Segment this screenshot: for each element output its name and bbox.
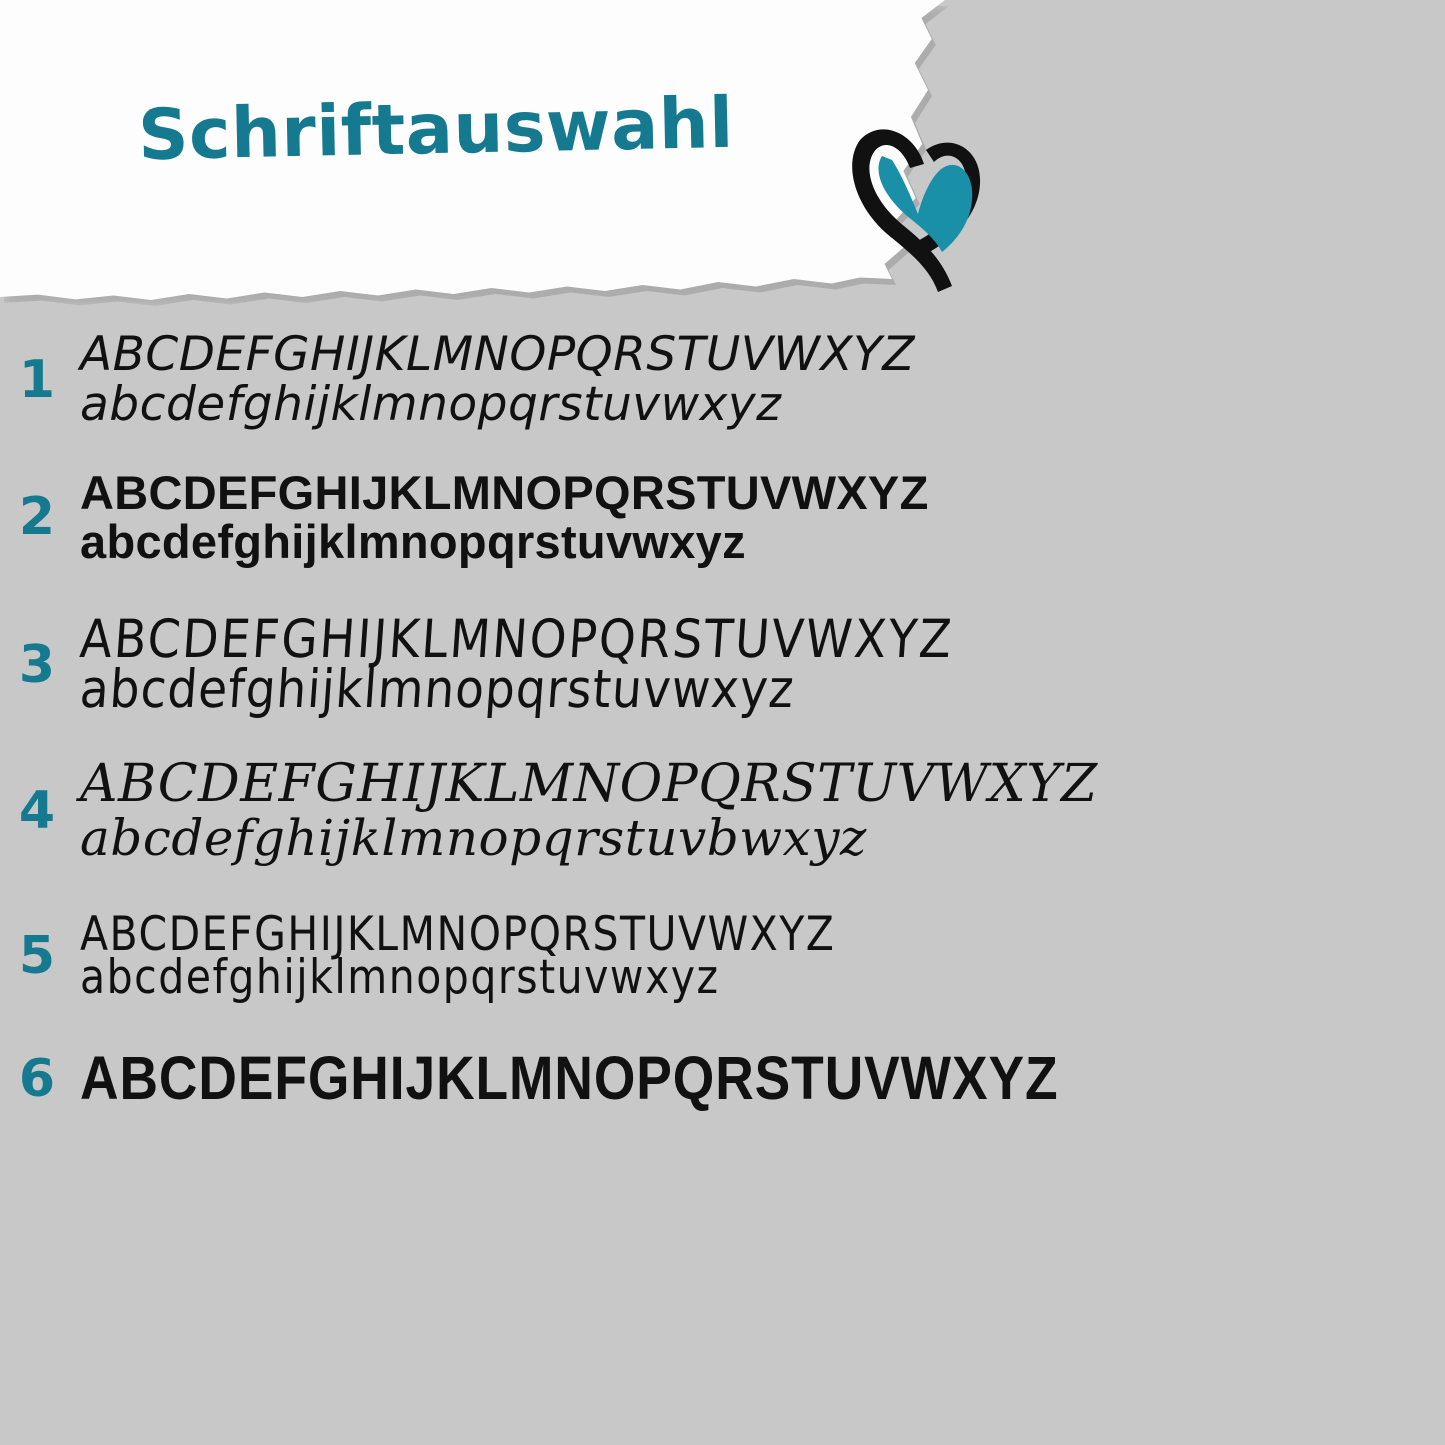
font-option-3[interactable] bbox=[0, 608, 1445, 721]
font-sample bbox=[77, 608, 956, 721]
font-option-6[interactable] bbox=[0, 1044, 1445, 1113]
heart-icon bbox=[830, 110, 995, 300]
font-sample-list bbox=[0, 327, 1445, 1113]
font-number: 2 bbox=[18, 487, 55, 548]
font-sample bbox=[80, 327, 915, 432]
font-option-1[interactable] bbox=[0, 327, 1445, 432]
font-sample bbox=[80, 906, 836, 1005]
sample-uppercase: ABCDEFGHIJKLMNOPQRSTUVWXYZ bbox=[80, 327, 915, 382]
font-sample bbox=[80, 753, 1098, 867]
font-number: 1 bbox=[18, 349, 55, 410]
sample-uppercase: ABCDEFGHIJKLMNOPQRSTUVWXYZ bbox=[80, 906, 836, 962]
font-sample bbox=[80, 465, 929, 569]
font-number: 3 bbox=[18, 635, 55, 696]
font-option-2[interactable] bbox=[0, 465, 1445, 569]
sample-uppercase: ABCDEFGHIJKLMNOPQRSTUVWXYZ bbox=[77, 608, 956, 671]
sample-lowercase: abcdefghijklmnopqrstuvwxyz bbox=[77, 658, 797, 721]
font-option-4[interactable] bbox=[0, 753, 1445, 867]
sample-lowercase: abcdefghijklmnopqrstuvwxyz bbox=[80, 949, 720, 1005]
font-number: 6 bbox=[18, 1048, 55, 1109]
sample-uppercase: ABCDEFGHIJKLMNOPQRSTUVWXYZ bbox=[80, 753, 1098, 814]
font-sample bbox=[80, 1044, 1144, 1113]
font-number: 5 bbox=[18, 926, 55, 987]
sample-lowercase: abcdefghijklmnopqrstuvwxyz bbox=[80, 376, 782, 432]
sample-lowercase: abcdefghijklmnopqrstuvbwxyz bbox=[80, 808, 867, 867]
font-number: 4 bbox=[18, 780, 55, 841]
page-title: Schriftauswahl bbox=[137, 81, 735, 177]
sample-uppercase: ABCDEFGHIJKLMNOPQRSTUVWXYZ bbox=[80, 465, 929, 519]
sample-lowercase: abcdefghijklmnopqrstuvwxyz bbox=[80, 515, 746, 569]
font-option-5[interactable] bbox=[0, 906, 1445, 1005]
sample-uppercase: ABCDEFGHIJKLMNOPQRSTUVWXYZ bbox=[80, 1044, 1059, 1113]
